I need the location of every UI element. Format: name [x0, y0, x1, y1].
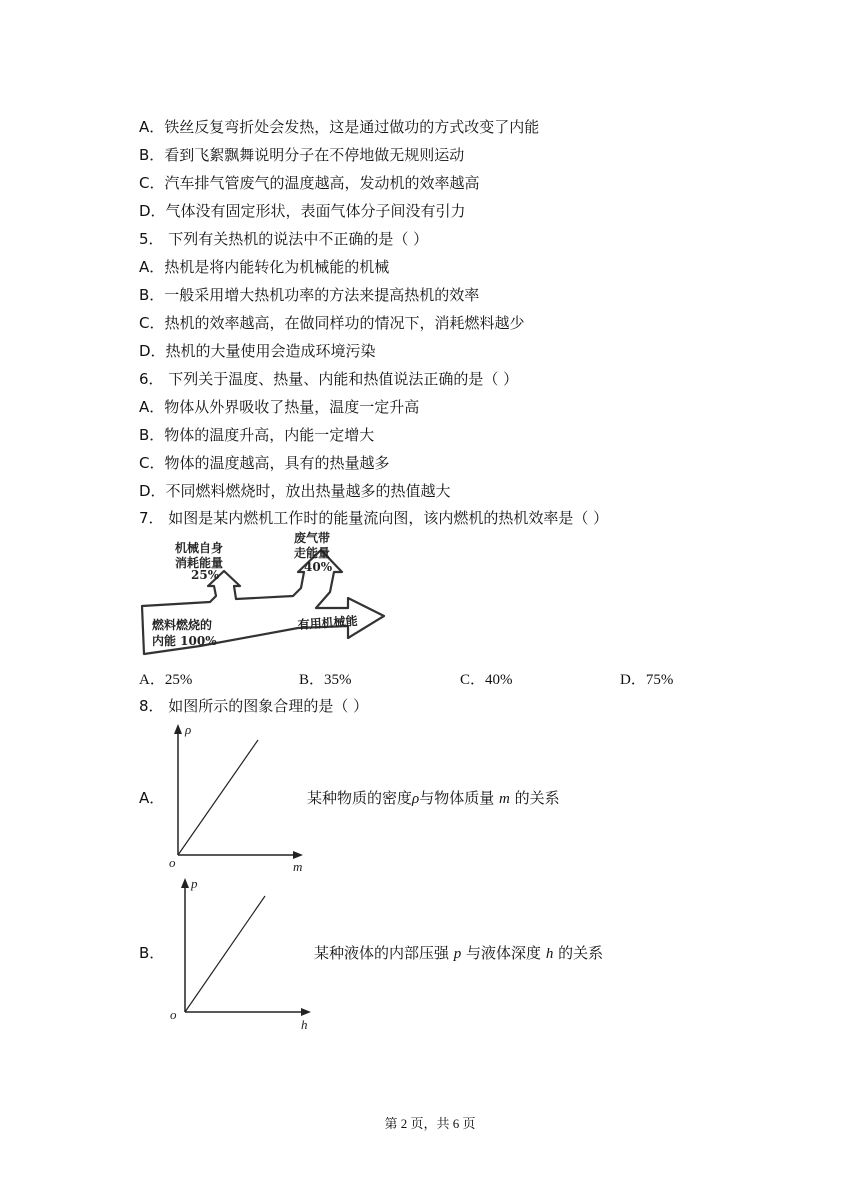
q8-stem: 8． 如图所示的图象合理的是（ ） — [139, 697, 369, 715]
graph-a-x-label: m — [293, 859, 303, 874]
graph-b-y-label: p — [191, 876, 198, 891]
graph-a-line — [178, 740, 258, 855]
q6-option-a: A．物体从外界吸收了热量，温度一定升高 — [139, 398, 420, 416]
fuel-label-2: 内能 100% — [152, 634, 217, 648]
q5-option-a: A．热机是将内能转化为机械能的机械 — [139, 258, 390, 276]
q8-option-a-label: A． — [139, 789, 165, 807]
machine-loss-label-1: 机械自身 — [175, 541, 224, 555]
q8-option-a-text: 某种物质的密度ρ与物体质量 m 的关系 — [307, 789, 560, 807]
q8-option-b-text: 某种液体的内部压强 p 与液体深度 h 的关系 — [314, 944, 604, 962]
q5-option-d: D．热机的大量使用会造成环境污染 — [139, 342, 376, 360]
useful-label: 有用机械能 — [297, 613, 359, 632]
energy-flow-diagram — [138, 528, 398, 664]
q7-option-c: C．40% — [460, 672, 513, 688]
page-footer: 第 2 页，共 6 页 — [384, 1116, 476, 1131]
exhaust-pct: 40% — [304, 560, 333, 574]
fuel-label-1: 燃料燃烧的 — [152, 618, 213, 632]
q6-option-b: B．物体的温度升高，内能一定增大 — [139, 426, 375, 444]
q5-option-b: B．一般采用增大热机功率的方法来提高热机的效率 — [139, 286, 480, 304]
machine-loss-label-2: 消耗能量 — [175, 556, 224, 570]
q5-option-c: C．热机的效率越高，在做同样功的情况下，消耗燃料越少 — [139, 314, 525, 332]
q7-option-d: D．75% — [620, 672, 674, 688]
q6-stem: 6． 下列关于温度、热量、内能和热值说法正确的是（ ） — [139, 370, 519, 388]
q4-option-c: C．汽车排气管废气的温度越高，发动机的效率越高 — [139, 174, 480, 192]
q4-option-b: B．看到飞絮飘舞说明分子在不停地做无规则运动 — [139, 146, 465, 164]
q4-option-d: D．气体没有固定形状，表面气体分子间没有引力 — [139, 202, 466, 220]
graph-b-x-label: h — [301, 1017, 308, 1032]
graph-b-line — [185, 896, 265, 1012]
graph-b-origin: o — [170, 1007, 177, 1022]
q7-option-a: A．25% — [139, 672, 193, 688]
graph-a-y-label: ρ — [185, 722, 192, 737]
q7-option-b: B．35% — [299, 672, 352, 688]
graph-b — [165, 872, 325, 1032]
q8-option-b-label: B． — [139, 944, 165, 962]
q4-option-a: A．铁丝反复弯折处会发热，这是通过做功的方式改变了内能 — [139, 118, 540, 136]
q7-stem: 7． 如图是某内燃机工作时的能量流向图，该内燃机的热机效率是（ ） — [139, 509, 609, 527]
graph-a — [165, 720, 315, 875]
q6-option-c: C．物体的温度越高，具有的热量越多 — [139, 454, 390, 472]
q5-stem: 5． 下列有关热机的说法中不正确的是（ ） — [139, 230, 429, 248]
exhaust-label-2: 走能量 — [294, 546, 331, 560]
machine-loss-pct: 25% — [191, 568, 220, 582]
graph-a-origin: o — [169, 855, 176, 870]
q6-option-d: D．不同燃料燃烧时，放出热量越多的热值越大 — [139, 482, 451, 500]
exhaust-label-1: 废气带 — [294, 531, 331, 545]
